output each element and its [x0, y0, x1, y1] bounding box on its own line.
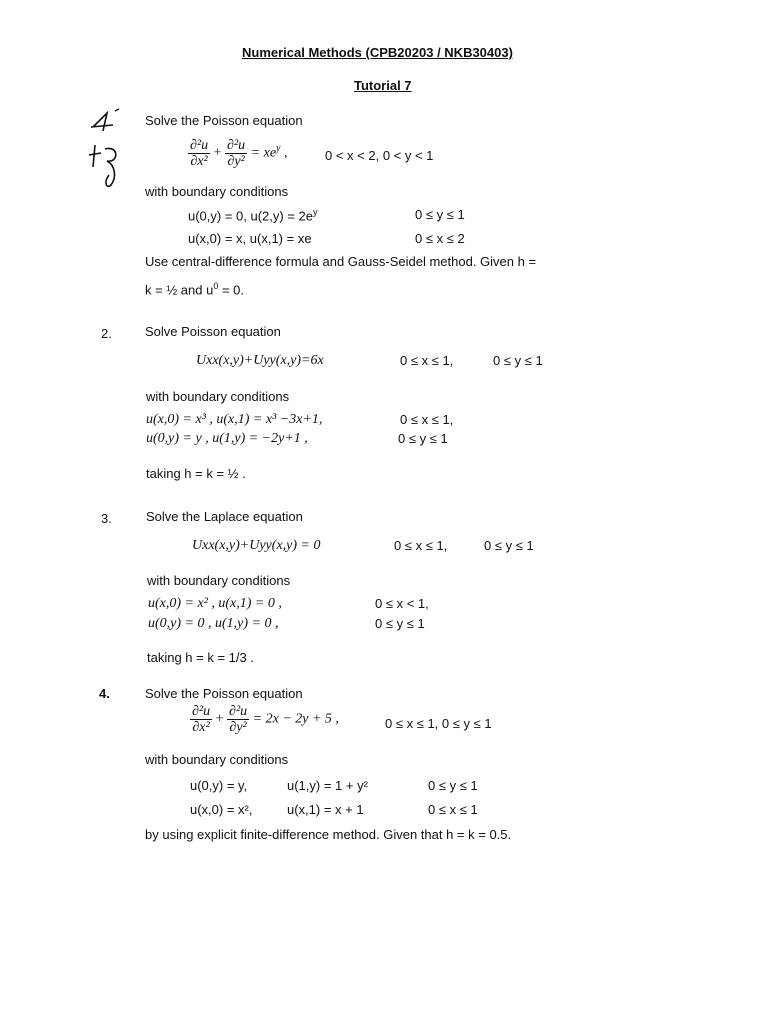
q1-equation: $\frac{\text{∂²u}}{\text{∂x²}}$ + $\frac{\text{∂²u}}{\text{∂y²}}$ = $xe^y$ , [190, 138, 288, 169]
q1-frac2-num: ∂²u [227, 138, 246, 153]
q4-frac2-den: ∂y² [229, 720, 247, 735]
q3-number: 3. [101, 511, 112, 526]
q1-plus: + [213, 145, 222, 161]
q4-frac1-den: ∂x² [192, 720, 210, 735]
q1-given-end: = 0. [218, 282, 244, 298]
q1-frac2-den: ∂y² [227, 154, 245, 169]
q2-intro: Solve Poisson equation [145, 324, 281, 339]
q3-equation: Uxx(x,y)+Uyy(x,y) = 0 [192, 538, 321, 553]
q1-frac1-num: ∂²u [190, 138, 209, 153]
q1-frac1-den: ∂x² [190, 154, 208, 169]
q2-bc1-range: 0 ≤ x ≤ 1, [400, 412, 454, 427]
q4-bc2a: u(x,0) = x², [190, 802, 253, 817]
q2-bc1: u(x,0) = x³ , u(x,1) = x³ −3x+1, [146, 412, 323, 427]
q1-given-sup: 0 [213, 281, 219, 291]
q1-given [145, 281, 244, 297]
q4-domain: 0 ≤ x ≤ 1, 0 ≤ y ≤ 1 [385, 716, 492, 731]
q2-bc2: u(0,y) = y , u(1,y) = −2y+1 , [146, 431, 308, 446]
q3-taking: taking h = k = 1/3 . [147, 650, 254, 665]
q3-bc1-range: 0 ≤ x < 1, [375, 596, 429, 611]
q4-bc1a: u(0,y) = y, [190, 778, 248, 793]
q4-bc1-range: 0 ≤ y ≤ 1 [428, 778, 478, 793]
q1-bc-title: with boundary conditions [145, 184, 289, 199]
q1-given-text: k = ½ and u [145, 282, 214, 298]
q3-eq-range1: 0 ≤ x ≤ 1, [394, 538, 448, 553]
q2-eq-range2: 0 ≤ y ≤ 1 [493, 353, 543, 368]
q4-intro: Solve the Poisson equation [145, 686, 303, 701]
course-title: Numerical Methods (CPB20203 / NKB30403) [242, 45, 513, 60]
q4-equation [190, 704, 339, 735]
tutorial-title: Tutorial 7 [354, 78, 412, 93]
q1-domain: 0 < x < 2, 0 < y < 1 [325, 148, 434, 163]
q2-number: 2. [101, 326, 112, 341]
q1-method: Use central-difference formula and Gauss-Seidel method. Given h = [145, 254, 537, 269]
q2-bc2-range: 0 ≤ y ≤ 1 [398, 431, 448, 446]
q2-bc-title: with boundary conditions [146, 389, 290, 404]
q4-frac2-num: ∂²u [229, 704, 248, 719]
q1-intro: Solve the Poisson equation [145, 113, 303, 128]
q1-eq-rhs: = xe [250, 145, 277, 161]
q3-intro: Solve the Laplace equation [146, 509, 303, 524]
q3-bc1: u(x,0) = x² , u(x,1) = 0 , [148, 596, 282, 611]
q4-bc-title: with boundary conditions [145, 752, 289, 767]
q4-bc2b: u(x,1) = x + 1 [287, 802, 364, 817]
q4-method: by using explicit finite-difference method. Given that h = k = 0.5. [145, 827, 512, 842]
q4-number: 4. [99, 686, 110, 701]
q3-bc2-range: 0 ≤ y ≤ 1 [375, 616, 425, 631]
q3-eq-range2: 0 ≤ y ≤ 1 [484, 538, 534, 553]
q1-bc1-sup: y [313, 207, 318, 217]
q3-bc-title: with boundary conditions [147, 573, 291, 588]
q2-equation: Uxx(x,y)+Uyy(x,y)=6x [196, 353, 324, 368]
q2-taking: taking h = k = ½ . [146, 466, 246, 481]
q4-plus: + [215, 711, 224, 727]
q4-bc2-range: 0 ≤ x ≤ 1 [428, 802, 478, 817]
q1-bc1 [188, 207, 318, 223]
q2-eq-range1: 0 ≤ x ≤ 1, [400, 353, 454, 368]
q1-bc2-range: 0 ≤ x ≤ 2 [415, 231, 465, 246]
q3-bc2: u(0,y) = 0 , u(1,y) = 0 , [148, 616, 279, 631]
q4-frac1-num: ∂²u [192, 704, 211, 719]
q1-bc1-range: 0 ≤ y ≤ 1 [415, 207, 465, 222]
q1-bc2: u(x,0) = x, u(x,1) = xe [188, 231, 312, 246]
q4-eq-rhs: = 2x − 2y + 5 , [252, 711, 339, 727]
q1-bc1-text: u(0,y) = 0, u(2,y) = 2e [188, 208, 314, 224]
q1-eq-rhs-sup: y [276, 143, 281, 155]
handwritten-annotation [85, 105, 145, 195]
q4-bc1b: u(1,y) = 1 + y² [287, 778, 368, 793]
